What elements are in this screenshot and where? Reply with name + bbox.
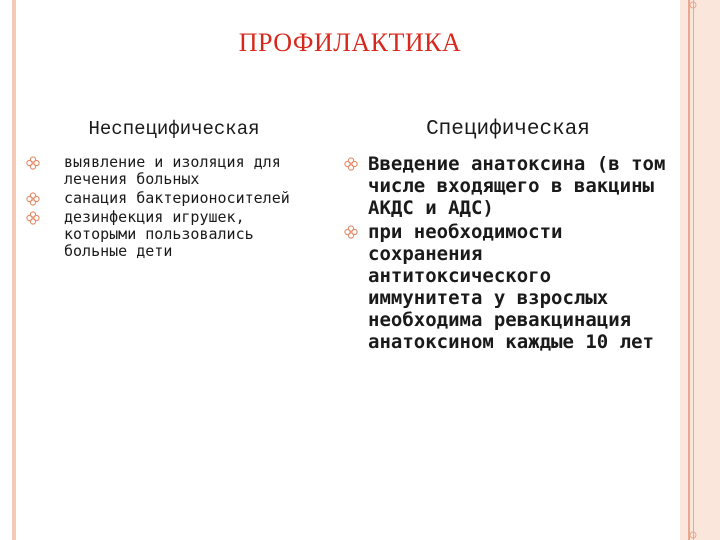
flower-bullet-icon <box>26 192 40 206</box>
nonspecific-column <box>20 118 320 262</box>
list-item <box>338 221 670 353</box>
list-item <box>20 209 320 260</box>
list-item <box>20 190 320 207</box>
frame-ornament-icon <box>688 530 698 540</box>
specific-column <box>338 118 670 355</box>
nonspecific-list <box>20 154 320 260</box>
slide-frame-left <box>12 0 16 540</box>
list-item-text: при необходимости сохранения антитоксического иммунитета у взрослых необходима ревакцинация анатоксином каждые 10 лет <box>368 221 654 353</box>
frame-ornament-icon <box>688 0 698 10</box>
flower-bullet-icon <box>26 211 40 225</box>
specific-list <box>338 153 670 353</box>
slide-title: ПРОФИЛАКТИКА <box>238 28 462 57</box>
list-item-text: Введение анатоксина (в том числе входящего в вакцины АКДС и АДС) <box>368 153 666 219</box>
nonspecific-heading: Неспецифическая <box>88 118 260 140</box>
list-item-text: дезинфекция игрушек, которыми пользовались больные дети <box>64 208 254 260</box>
list-item-text: выявление и изоляция для лечения больных <box>64 153 281 188</box>
flower-bullet-icon <box>26 156 40 170</box>
flower-bullet-icon <box>344 157 358 171</box>
list-item <box>338 153 670 219</box>
list-item-text: санация бактерионосителей <box>64 189 290 207</box>
list-item <box>20 154 320 188</box>
slide-frame-right <box>680 0 720 540</box>
specific-heading: Специфическая <box>426 118 590 141</box>
flower-bullet-icon <box>344 225 358 239</box>
